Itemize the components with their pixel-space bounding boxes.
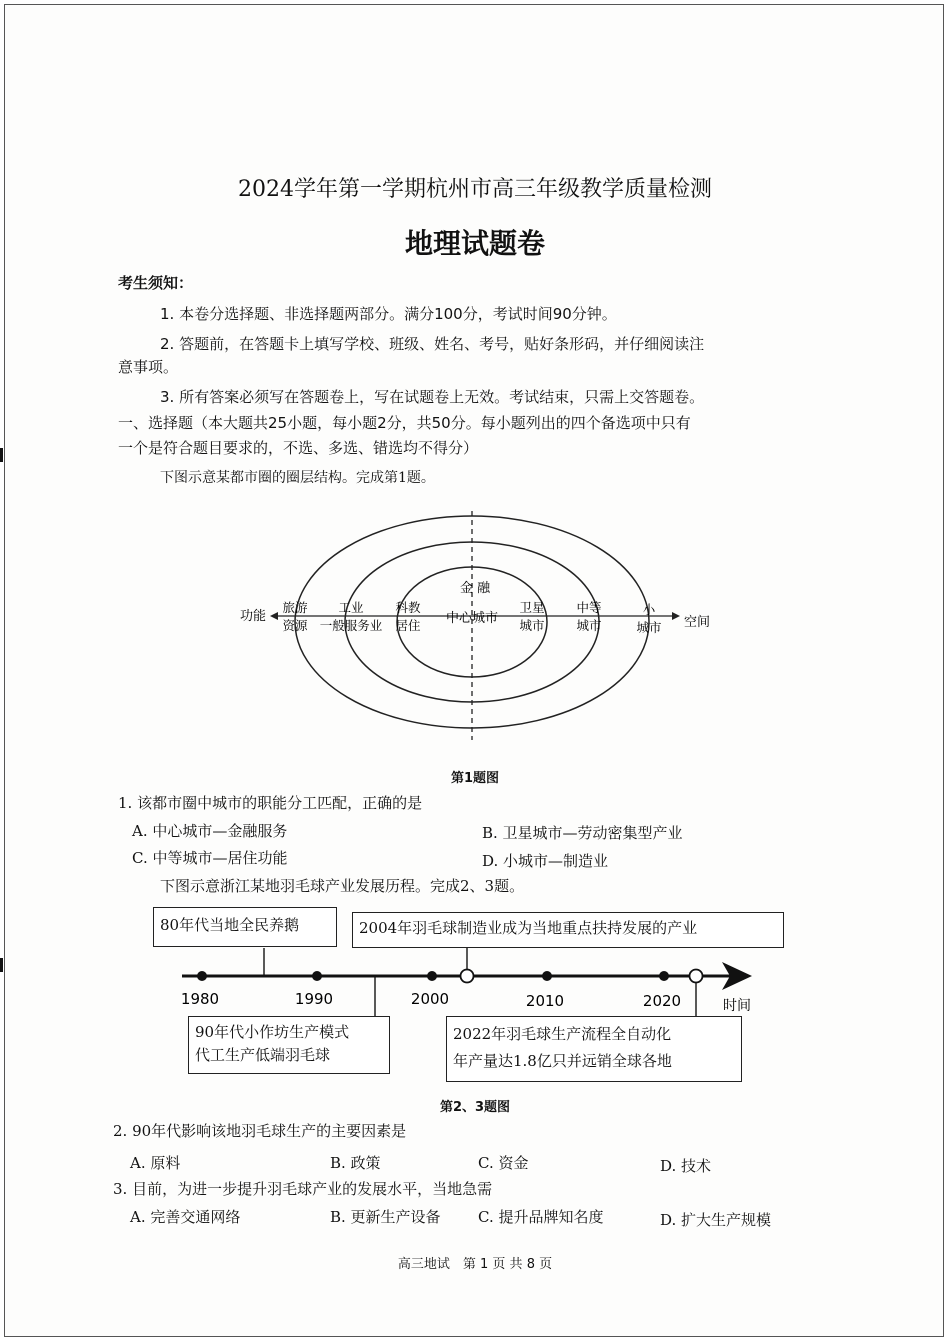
binding-mark [0,448,3,462]
q2-stem: 2. 90年代影响该地羽毛球生产的主要因素是 [113,1122,407,1140]
figure1-caption: 第1题图 [450,771,500,786]
year-label-1980: 1980 [180,990,220,1008]
notice-item-2-cont: 意事项。 [118,358,179,376]
event-2022-line2: 年产量达1.8亿只并远销全球各地 [453,1052,672,1070]
function-axis-label: 功能 [239,609,266,624]
left-label-2-bottom: 一般服务业 [319,618,383,633]
left-label-3-top: 科教 [395,600,421,615]
space-axis-label: 空间 [684,615,711,630]
year-dot-2000 [427,971,437,981]
event-box-90s [188,1016,390,1074]
notice-item-1: 1. 本卷分选择题、非选择题两部分。满分100分，考试时间90分钟。 [160,305,617,323]
figure2-caption: 第2、3题图 [439,1100,511,1115]
exam-title: 2024学年第一学期杭州市高三年级教学质量检测 [238,177,712,202]
timeline-diagram [170,940,770,1020]
q3-option-c: C. 提升品牌知名度 [478,1208,604,1226]
q1-stem: 1. 该都市圈中城市的职能分工匹配，正确的是 [118,794,423,812]
q3-option-b: B. 更新生产设备 [330,1208,441,1226]
q1-option-b: B. 卫星城市—劳动密集型产业 [482,824,683,842]
binding-mark [0,958,3,972]
figure2-intro: 下图示意浙江某地羽毛球产业发展历程。完成2、3题。 [160,877,525,895]
q2-option-b: B. 政策 [330,1154,381,1172]
figure1-diagram [220,510,720,760]
page-footer: 高三地试 第 1 页 共 8 页 [397,1257,553,1272]
q3-stem: 3. 目前，为进一步提升羽毛球产业的发展水平，当地急需 [113,1180,493,1198]
finance-label: 金 融 [460,581,491,596]
left-label-1-bottom: 资源 [282,618,308,633]
event-marker-2004 [461,970,474,983]
section-heading-cont: 一个是符合题目要求的，不选、多选、错选均不得分） [118,439,479,457]
paper-title: 地理试题卷 [404,227,545,260]
notice-item-3: 3. 所有答案必须写在答题卷上，写在试题卷上无效。考试结束，只需上交答题卷。 [160,388,705,406]
q1-option-d: D. 小城市—制造业 [482,852,609,870]
year-label-2020: 2020 [642,992,682,1010]
section-heading: 一、选择题（本大题共25小题，每小题2分，共50分。每小题列出的四个备选项中只有 [118,414,691,432]
q2-option-c: C. 资金 [478,1154,529,1172]
left-label-3-bottom: 居住 [395,618,421,633]
arrow-left-icon [270,612,278,620]
event-box-80s: 80年代当地全民养鹅 [153,907,337,947]
q3-option-d: D. 扩大生产规模 [660,1211,772,1229]
figure1-intro: 下图示意某都市圈的圈层结构。完成第1题。 [160,470,435,486]
notice-item-2: 2. 答题前，在答题卡上填写学校、班级、姓名、考号，贴好条形码，并仔细阅读注 [160,335,705,353]
q1-option-a: A. 中心城市—金融服务 [132,822,288,840]
right-label-1-bottom: 城市 [519,618,545,633]
event-90s-line1: 90年代小作坊生产模式 [195,1023,350,1041]
q1-option-c: C. 中等城市—居住功能 [132,849,288,867]
event-90s-line2: 代工生产低端羽毛球 [195,1046,331,1064]
right-label-2-top: 中等 [576,600,602,615]
year-dot-1990 [312,971,322,981]
right-label-2-bottom: 城市 [576,618,602,633]
q2-option-a: A. 原料 [130,1154,181,1172]
year-dot-1980 [197,971,207,981]
year-dot-2010 [542,971,552,981]
time-axis-label: 时间 [723,998,751,1014]
q3-option-a: A. 完善交通网络 [130,1208,241,1226]
year-dot-2020 [659,971,669,981]
event-marker-2022 [690,970,703,983]
event-2022-line1: 2022年羽毛球生产流程全自动化 [453,1025,672,1043]
year-label-1990: 1990 [294,990,334,1008]
right-label-3-top: 小 [642,602,656,617]
left-label-2-top: 工业 [338,600,364,615]
left-label-1-top: 旅游 [282,600,308,615]
notice-heading: 考生须知： [118,274,194,292]
event-box-2022 [446,1016,742,1082]
center-label: 中心城市 [445,611,499,626]
year-label-2000: 2000 [410,990,450,1008]
arrow-right-icon [672,612,680,620]
right-label-3-bottom: 城市 [636,620,662,635]
event-box-2004: 2004年羽毛球制造业成为当地重点扶持发展的产业 [352,912,784,948]
year-label-2010: 2010 [525,992,565,1010]
right-label-1-top: 卫星 [519,600,545,615]
q2-option-d: D. 技术 [660,1157,712,1175]
